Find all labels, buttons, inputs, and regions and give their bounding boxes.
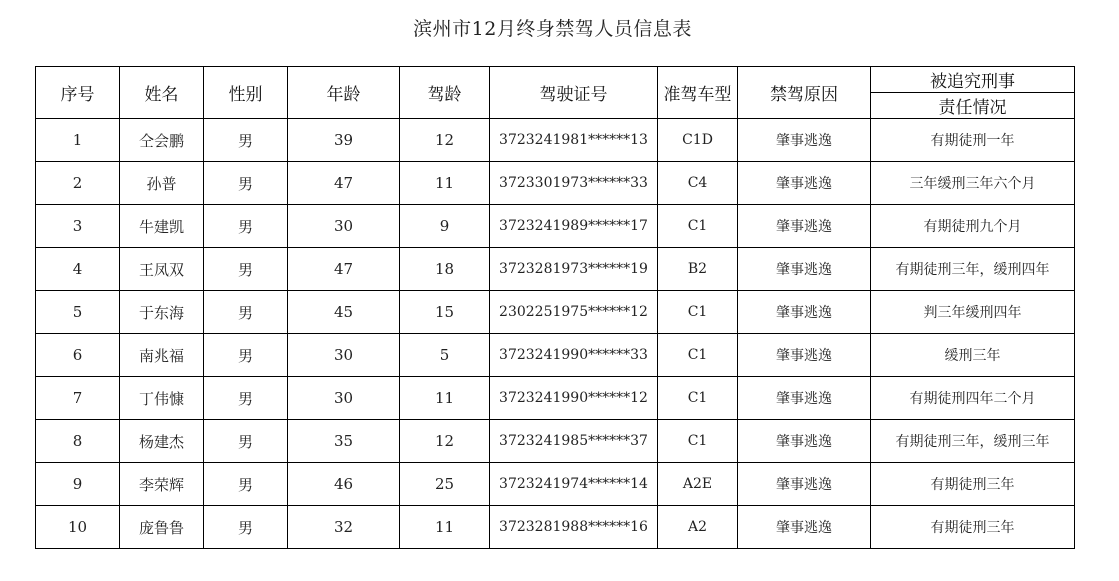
cell-index: 10	[36, 506, 120, 549]
table-row	[36, 162, 1075, 205]
table-row	[36, 205, 1075, 248]
cell-index: 3	[36, 205, 120, 248]
cell-age: 45	[288, 291, 400, 334]
cell-driving-years: 11	[400, 506, 490, 549]
cell-name: 仝会鹏	[120, 119, 204, 162]
table-row	[36, 377, 1075, 420]
cell-gender: 男	[204, 291, 288, 334]
cell-ban-reason: 肇事逃逸	[738, 463, 871, 506]
cell-index: 5	[36, 291, 120, 334]
cell-index: 7	[36, 377, 120, 420]
cell-gender: 男	[204, 463, 288, 506]
table-row	[36, 119, 1075, 162]
cell-criminal-liability: 有期徒刑三年，缓刑四年	[871, 248, 1075, 291]
cell-vehicle-type: C1	[658, 334, 738, 377]
cell-driving-years: 25	[400, 463, 490, 506]
header-criminal-liability-line1: 被追究刑事	[871, 67, 1075, 93]
cell-criminal-liability: 有期徒刑三年	[871, 463, 1075, 506]
cell-name: 庞鲁鲁	[120, 506, 204, 549]
cell-driving-years: 18	[400, 248, 490, 291]
cell-age: 39	[288, 119, 400, 162]
cell-vehicle-type: C4	[658, 162, 738, 205]
cell-license-number: 2302251975******12	[490, 291, 658, 334]
cell-criminal-liability: 有期徒刑三年	[871, 506, 1075, 549]
header-vehicle-type: 准驾车型	[658, 67, 738, 119]
table-header	[36, 67, 1075, 119]
cell-criminal-liability: 有期徒刑九个月	[871, 205, 1075, 248]
cell-license-number: 3723241990******12	[490, 377, 658, 420]
cell-driving-years: 15	[400, 291, 490, 334]
cell-name: 于东海	[120, 291, 204, 334]
driving-ban-table	[35, 66, 1075, 549]
cell-age: 35	[288, 420, 400, 463]
cell-vehicle-type: C1	[658, 420, 738, 463]
cell-age: 30	[288, 377, 400, 420]
cell-name: 丁伟慷	[120, 377, 204, 420]
cell-ban-reason: 肇事逃逸	[738, 420, 871, 463]
cell-vehicle-type: A2E	[658, 463, 738, 506]
cell-index: 1	[36, 119, 120, 162]
header-index: 序号	[36, 67, 120, 119]
cell-license-number: 3723281988******16	[490, 506, 658, 549]
cell-index: 2	[36, 162, 120, 205]
table-row	[36, 248, 1075, 291]
header-license-number: 驾驶证号	[490, 67, 658, 119]
cell-driving-years: 12	[400, 420, 490, 463]
cell-vehicle-type: C1D	[658, 119, 738, 162]
cell-license-number: 3723281973******19	[490, 248, 658, 291]
cell-index: 8	[36, 420, 120, 463]
cell-vehicle-type: C1	[658, 205, 738, 248]
cell-gender: 男	[204, 420, 288, 463]
header-age: 年龄	[288, 67, 400, 119]
cell-ban-reason: 肇事逃逸	[738, 291, 871, 334]
table-row	[36, 420, 1075, 463]
table-row	[36, 334, 1075, 377]
table-row	[36, 291, 1075, 334]
cell-license-number: 3723241989******17	[490, 205, 658, 248]
cell-vehicle-type: C1	[658, 377, 738, 420]
header-ban-reason: 禁驾原因	[738, 67, 871, 119]
cell-age: 32	[288, 506, 400, 549]
cell-ban-reason: 肇事逃逸	[738, 506, 871, 549]
cell-license-number: 3723241990******33	[490, 334, 658, 377]
cell-age: 30	[288, 205, 400, 248]
cell-gender: 男	[204, 506, 288, 549]
cell-gender: 男	[204, 334, 288, 377]
cell-driving-years: 11	[400, 162, 490, 205]
cell-license-number: 3723241981******13	[490, 119, 658, 162]
cell-ban-reason: 肇事逃逸	[738, 248, 871, 291]
cell-criminal-liability: 有期徒刑三年，缓刑三年	[871, 420, 1075, 463]
cell-criminal-liability: 缓刑三年	[871, 334, 1075, 377]
cell-gender: 男	[204, 205, 288, 248]
header-criminal-liability-line2: 责任情况	[871, 93, 1075, 119]
cell-gender: 男	[204, 377, 288, 420]
cell-criminal-liability: 判三年缓刑四年	[871, 291, 1075, 334]
table-body	[36, 119, 1075, 549]
cell-ban-reason: 肇事逃逸	[738, 119, 871, 162]
cell-age: 47	[288, 248, 400, 291]
table-row	[36, 463, 1075, 506]
cell-ban-reason: 肇事逃逸	[738, 162, 871, 205]
cell-index: 6	[36, 334, 120, 377]
cell-gender: 男	[204, 119, 288, 162]
header-gender: 性别	[204, 67, 288, 119]
cell-ban-reason: 肇事逃逸	[738, 334, 871, 377]
cell-ban-reason: 肇事逃逸	[738, 377, 871, 420]
cell-age: 47	[288, 162, 400, 205]
header-name: 姓名	[120, 67, 204, 119]
cell-age: 46	[288, 463, 400, 506]
cell-name: 杨建杰	[120, 420, 204, 463]
cell-gender: 男	[204, 162, 288, 205]
cell-index: 4	[36, 248, 120, 291]
cell-gender: 男	[204, 248, 288, 291]
cell-vehicle-type: B2	[658, 248, 738, 291]
cell-license-number: 3723241974******14	[490, 463, 658, 506]
cell-driving-years: 11	[400, 377, 490, 420]
cell-name: 牛建凯	[120, 205, 204, 248]
cell-driving-years: 5	[400, 334, 490, 377]
cell-criminal-liability: 有期徒刑一年	[871, 119, 1075, 162]
table-row	[36, 506, 1075, 549]
cell-license-number: 3723301973******33	[490, 162, 658, 205]
cell-vehicle-type: C1	[658, 291, 738, 334]
cell-vehicle-type: A2	[658, 506, 738, 549]
page-title: 滨州市12月终身禁驾人员信息表	[413, 18, 692, 40]
cell-driving-years: 9	[400, 205, 490, 248]
cell-driving-years: 12	[400, 119, 490, 162]
cell-criminal-liability: 三年缓刑三年六个月	[871, 162, 1075, 205]
cell-name: 孙普	[120, 162, 204, 205]
cell-name: 南兆福	[120, 334, 204, 377]
cell-criminal-liability: 有期徒刑四年二个月	[871, 377, 1075, 420]
cell-name: 李荣辉	[120, 463, 204, 506]
cell-license-number: 3723241985******37	[490, 420, 658, 463]
cell-age: 30	[288, 334, 400, 377]
header-driving-years: 驾龄	[400, 67, 490, 119]
cell-index: 9	[36, 463, 120, 506]
cell-name: 王凤双	[120, 248, 204, 291]
cell-ban-reason: 肇事逃逸	[738, 205, 871, 248]
